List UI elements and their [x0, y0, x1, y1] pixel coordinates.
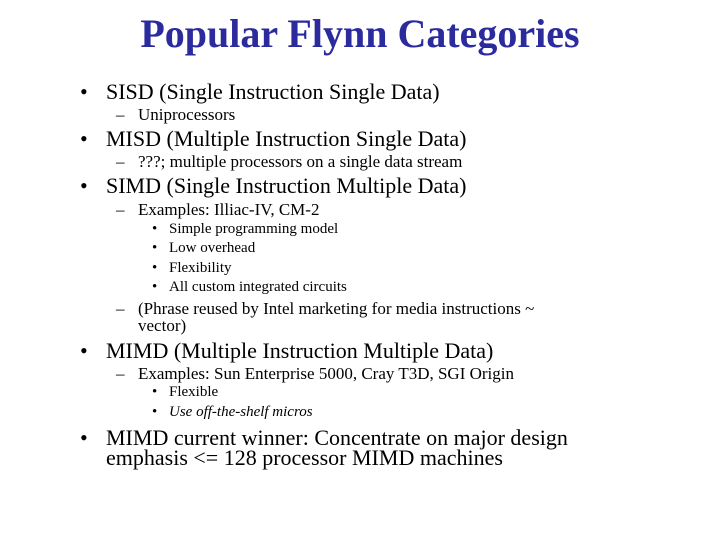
bullet-mimd-winner-cont: emphasis <= 128 processor MIMD machines — [106, 445, 503, 470]
bullet-mimd: MIMD (Multiple Instruction Multiple Data) — [106, 338, 494, 363]
sub-simd-phrase-cont: vector) — [138, 316, 187, 335]
bullet-marker: • — [80, 79, 88, 104]
bullet-marker: • — [152, 221, 158, 237]
simd-point: Flexibility — [169, 260, 232, 276]
bullet-mimd-winner: MIMD current winner: Concentrate on major design — [106, 425, 568, 450]
bullet-marker: • — [152, 260, 158, 276]
mimd-point: Flexible — [169, 384, 219, 400]
sub-uniprocessors: Uniprocessors — [138, 105, 236, 124]
bullet-marker: • — [80, 425, 88, 450]
dash-marker: – — [116, 200, 125, 219]
sub-misd-note: ???; multiple processors on a single data stream — [138, 152, 463, 171]
bullet-simd: SIMD (Single Instruction Multiple Data) — [106, 173, 467, 198]
dash-marker: – — [116, 299, 125, 318]
simd-point: Low overhead — [169, 240, 256, 256]
sub-mimd-examples: Examples: Sun Enterprise 5000, Cray T3D, SGI Origin — [138, 364, 515, 383]
bullet-marker: • — [80, 173, 88, 198]
mimd-point: Use off-the-shelf micros — [169, 404, 313, 420]
bullet-marker: • — [152, 279, 158, 295]
dash-marker: – — [116, 152, 125, 171]
dash-marker: – — [116, 105, 125, 124]
bullet-misd: MISD (Multiple Instruction Single Data) — [106, 126, 467, 151]
bullet-sisd: SISD (Single Instruction Single Data) — [106, 79, 440, 104]
bullet-marker: • — [80, 126, 88, 151]
bullet-marker: • — [152, 240, 158, 256]
bullet-marker: • — [152, 384, 158, 400]
sub-simd-phrase: (Phrase reused by Intel marketing for media instructions ~ — [138, 299, 535, 318]
slide-title: Popular Flynn Categories — [140, 11, 580, 56]
bullet-marker: • — [152, 404, 158, 420]
sub-simd-examples: Examples: Illiac-IV, CM-2 — [138, 200, 320, 219]
simd-point: Simple programming model — [169, 221, 339, 237]
simd-point: All custom integrated circuits — [169, 279, 347, 295]
dash-marker: – — [116, 364, 125, 383]
bullet-marker: • — [80, 338, 88, 363]
